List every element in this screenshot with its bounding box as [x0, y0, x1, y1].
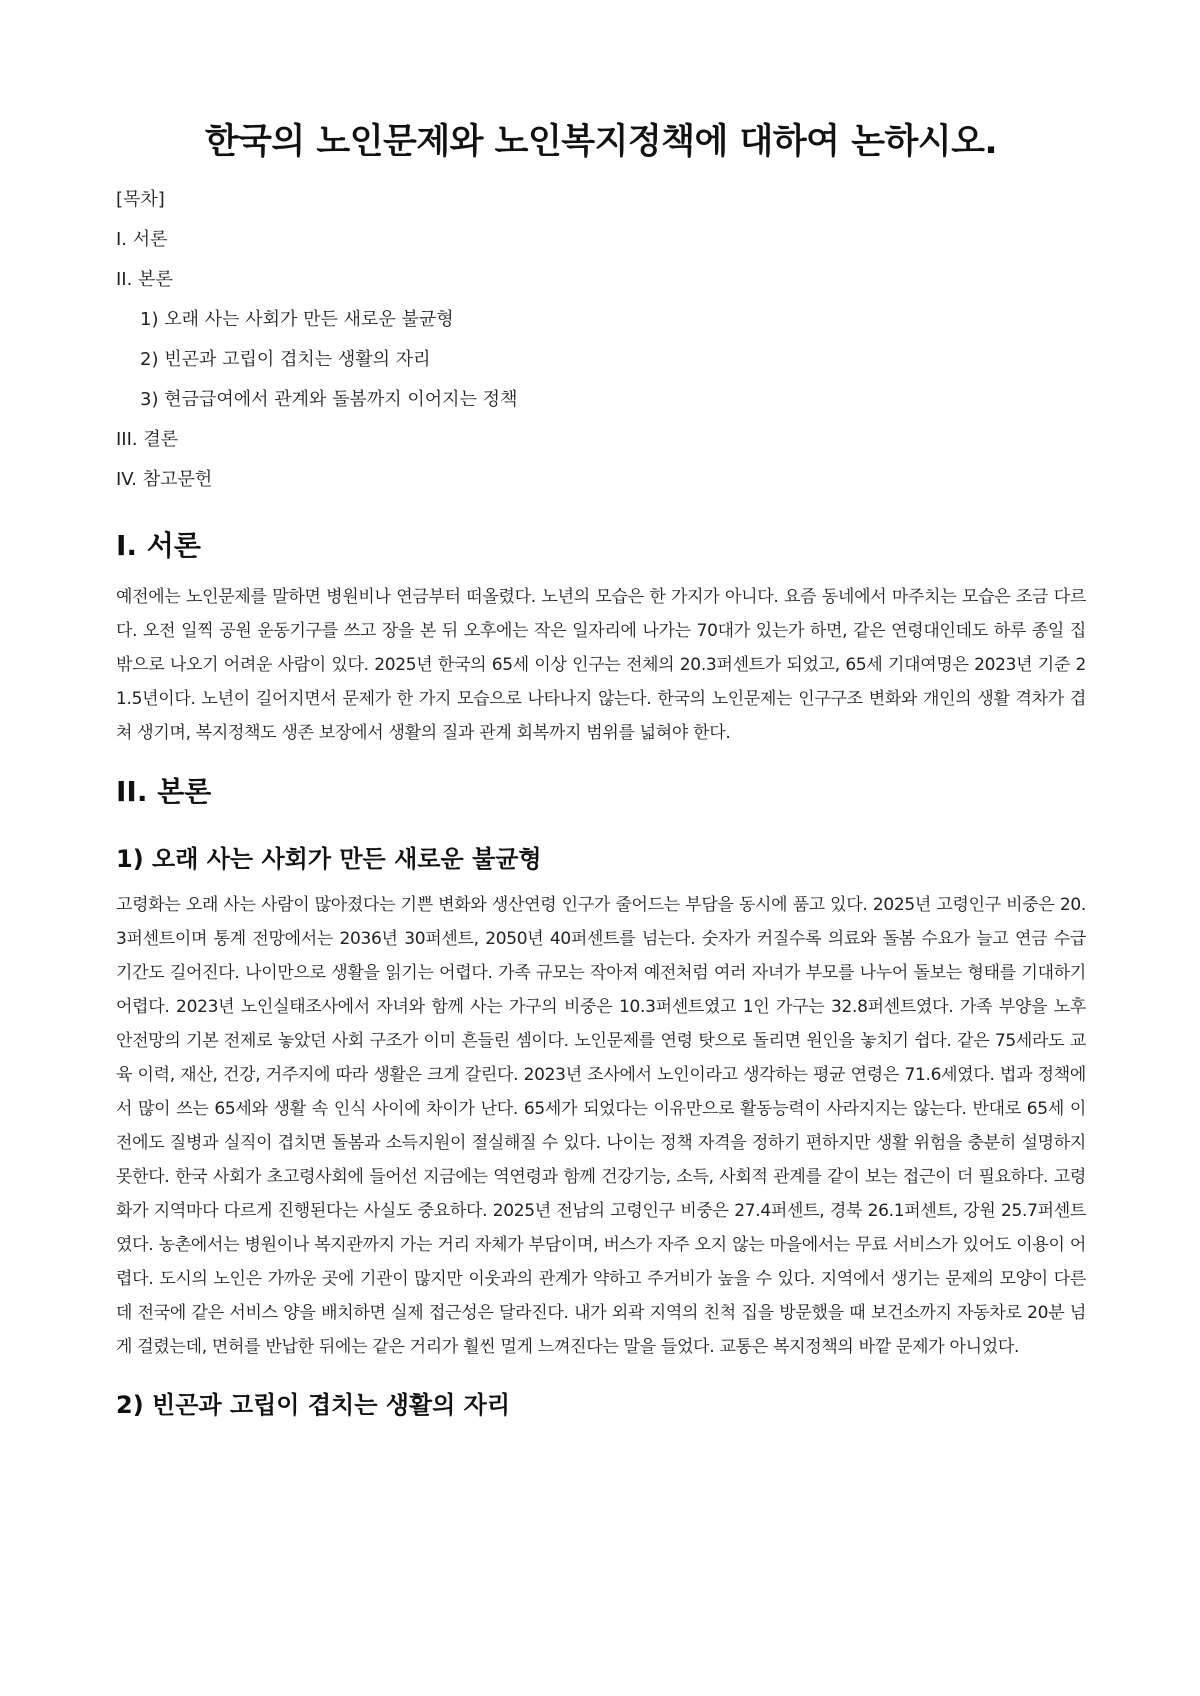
toc-item-subsection-2: 2) 빈곤과 고립이 겹치는 생활의 자리	[140, 349, 431, 370]
toc-item-main-body: II. 본론	[116, 269, 173, 290]
subsection-2-heading: 2) 빈곤과 고립이 겹치는 생활의 자리	[116, 1391, 511, 1419]
intro-paragraph: 예전에는 노인문제를 말하면 병원비나 연금부터 떠올렸다. 노년의 모습은 한 가지가 아니다. 요즘 동네에서 마주치는 모습은 조금 다르다. 오전 일찍 공원 운동기구를 쓰고 장을 본 뒤 오후에는 작은 일자리에 나가는 70대가 있는가 하면, 같은 연령대인데도 하루 종일 집 밖으로 나오기 어려운 사람이 있다. 2025년 한국의 65세 이상 인구는 전체의 20.3퍼센트가 되었고, 65세 기대여명은 2023년 기준 21.5년이다. 노년이 길어지면서 문제가 한 가지 모습으로 나타나지 않는다. 한국의 노인문제는 인구구조 변화와 개인의 생활 격차가 겹쳐 생기며, 복지정책도 생존 보장에서 생활의 질과 관계 회복까지 범위를 넓혀야 한다.	[116, 587, 1086, 743]
document-page	[116, 0, 1086, 1422]
toc-heading: [목차]	[116, 189, 165, 210]
subsection-1-heading: 1) 오래 사는 사회가 만든 새로운 불균형	[116, 845, 542, 873]
toc-item-subsection-3: 3) 현금급여에서 관계와 돌봄까지 이어지는 정책	[140, 389, 518, 410]
toc-item-introduction: I. 서론	[116, 229, 168, 250]
intro-heading: I. 서론	[116, 529, 201, 562]
main-body-heading: II. 본론	[116, 775, 212, 808]
toc-item-subsection-1: 1) 오래 사는 사회가 만든 새로운 불균형	[140, 309, 454, 330]
subsection-1-paragraph: 고령화는 오래 사는 사람이 많아졌다는 기쁜 변화와 생산연령 인구가 줄어드는 부담을 동시에 품고 있다. 2025년 고령인구 비중은 20.3퍼센트이며 통계 전망에서는 2036년 30퍼센트, 2050년 40퍼센트를 넘는다. 숫자가 커질수록 의료와 돌봄 수요가 늘고 연금 수급 기간도 길어진다. 나이만으로 생활을 읽기는 어렵다. 가족 규모는 작아져 예전처럼 여러 자녀가 부모를 나누어 돌보는 형태를 기대하기 어렵다. 2023년 노인실태조사에서 자녀와 함께 사는 가구의 비중은 10.3퍼센트였고 1인 가구는 32.8퍼센트였다. 가족 부양을 노후 안전망의 기본 전제로 놓았던 사회 구조가 이미 흔들린 셈이다. 노인문제를 연령 탓으로 돌리면 원인을 놓치기 쉽다. 같은 75세라도 교육 이력, 재산, 건강, 거주지에 따라 생활은 크게 갈린다. 2023년 조사에서 노인이라고 생각하는 평균 연령은 71.6세였다. 법과 정책에서 많이 쓰는 65세와 생활 속 인식 사이에 차이가 난다. 65세가 되었다는 이유만으로 활동능력이 사라지지는 않는다. 반대로 65세 이전에도 질병과 실직이 겹치면 돌봄과 소득지원이 절실해질 수 있다. 나이는 정책 자격을 정하기 편하지만 생활 위험을 충분히 설명하지 못한다. 한국 사회가 초고령사회에 들어선 지금에는 역연령과 함께 건강기능, 소득, 사회적 관계를 같이 보는 접근이 더 필요하다. 고령화가 지역마다 다르게 진행된다는 사실도 중요하다. 2025년 전남의 고령인구 비중은 27.4퍼센트, 경북 26.1퍼센트, 강원 25.7퍼센트였다. 농촌에서는 병원이나 복지관까지 가는 거리 자체가 부담이며, 버스가 자주 오지 않는 마을에서는 무료 서비스가 있어도 이용이 어렵다. 도시의 노인은 가까운 곳에 기관이 많지만 이웃과의 관계가 약하고 주거비가 높을 수 있다. 지역에서 생기는 문제의 모양이 다른데 전국에 같은 서비스 양을 배치하면 실제 접근성은 달라진다. 내가 외곽 지역의 친척 집을 방문했을 때 보건소까지 자동차로 20분 넘게 걸렸는데, 면허를 반납한 뒤에는 같은 거리가 훨씬 멀게 느껴진다는 말을 들었다. 교통은 복지정책의 바깥 문제가 아니었다.	[116, 895, 1086, 1357]
toc-item-conclusion: III. 결론	[116, 429, 179, 450]
document-title: 한국의 노인문제와 노인복지정책에 대하여 논하시오.	[204, 122, 998, 162]
table-of-contents	[116, 188, 1086, 508]
toc-item-references: IV. 참고문헌	[116, 469, 213, 490]
